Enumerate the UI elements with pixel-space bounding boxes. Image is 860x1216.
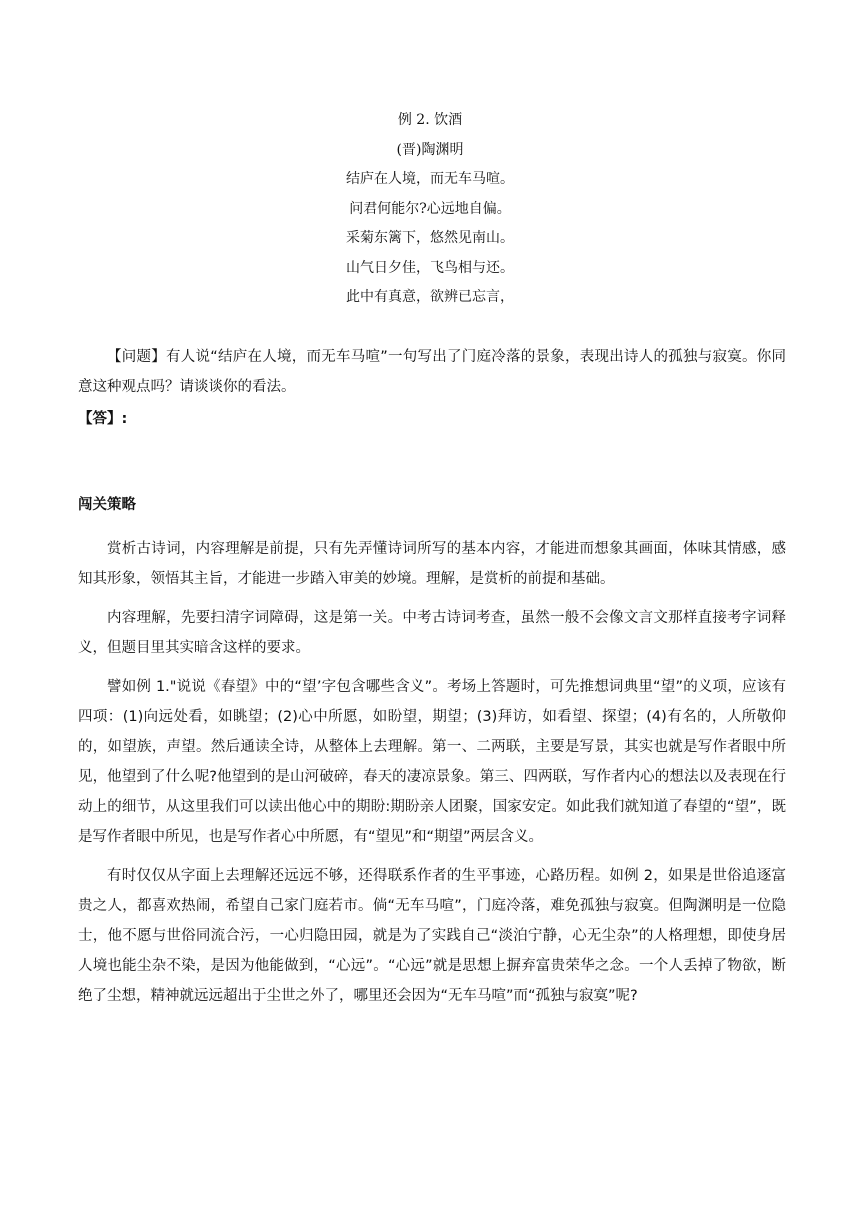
question-text: 有人说“结庐在人境，而无车马喧”一句写出了门庭冷落的景象，表现出诗人的孤独与寂寞。你同意这种观点吗？请谈谈你的看法。 — [78, 349, 786, 395]
poem-line: 采菊东篱下，悠然见南山。 — [346, 230, 514, 246]
strategy-paragraph: 内容理解，先要扫清字词障碍，这是第一关。中考古诗词考查，虽然一般不会像文言文那样直接考字词释义，但题目里其实暗含这样的要求。 — [78, 610, 786, 656]
poem-block — [0, 106, 860, 313]
poem-title: 例 2. 饮酒 — [397, 112, 463, 128]
strategy-paragraph: 譬如例 1."说说《春望》中的“望’字包含哪些含义”。考场上答题时，可先推想词典里“望”的义项，应该有四项：(1)向远处看，如眺望；(2)心中所愿，如盼望，期望；(3)拜访，如看望、探望；(4)有名的，人所敬仰的，如望族，声望。然后通读全诗，从整体上去理解。第一、二两联，主要是写景，其实也就是写作者眼中所见，他望到了什么呢?他望到的是山河破碎，春天的凄凉景象。第三、四两联，写作者内心的想法以及表现在行动上的细节，从这里我们可以读出他心中的期盼:期盼亲人团聚，国家安定。如此我们就知道了春望的“望”，既是写作者眼中所见，也是写作者心中所愿，有“望见”和“期望”两层含义。 — [78, 679, 786, 845]
poem-line: 此中有真意，欲辨已忘言， — [346, 289, 514, 305]
poem-line: 山气日夕佳，飞鸟相与还。 — [346, 259, 514, 276]
poem-line: 结庐在人境，而无车马喧。 — [346, 171, 514, 187]
section-heading: 闯关策略 — [78, 497, 136, 513]
strategy-paragraph: 有时仅仅从字面上去理解还远远不够，还得联系作者的生平事迹，心路历程。如例 2，如果是世俗追逐富贵之人，都喜欢热闹，希望自己家门庭若市。倘“无车马喧”，门庭冷落，难免孤独与寂寞。但陶渊明是一位隐士，他不愿与世俗同流合污，一心归隐田园，就是为了实践自己“淡泊宁静，心无尘杂”的人格理想，即使身居人境也能尘杂不染，是因为他能做到，“心远”。“心远”就是思想上摒弃富贵荣华之念。一个人丢掉了物欲，断绝了尘想，精神就远远超出于尘世之外了，哪里还会因为“无车马喧”而“孤独与寂寞”呢? — [78, 868, 786, 1004]
poem-author: (晋)陶渊明 — [396, 141, 464, 158]
poem-line: 问君何能尔?心远地自偏。 — [349, 200, 511, 217]
answer-label: 【答】: — [78, 411, 128, 427]
strategy-section — [78, 490, 786, 1011]
question-label: 【问题】 — [107, 349, 166, 365]
question-block — [78, 342, 786, 402]
strategy-paragraph: 赏析古诗词，内容理解是前提，只有先弄懂诗词所写的基本内容，才能进而想象其画面，体味其情感，感知其形象，领悟其主旨，才能进一步踏入审美的妙境。理解，是赏析的前提和基础。 — [78, 541, 786, 587]
question-paragraph — [78, 342, 786, 402]
